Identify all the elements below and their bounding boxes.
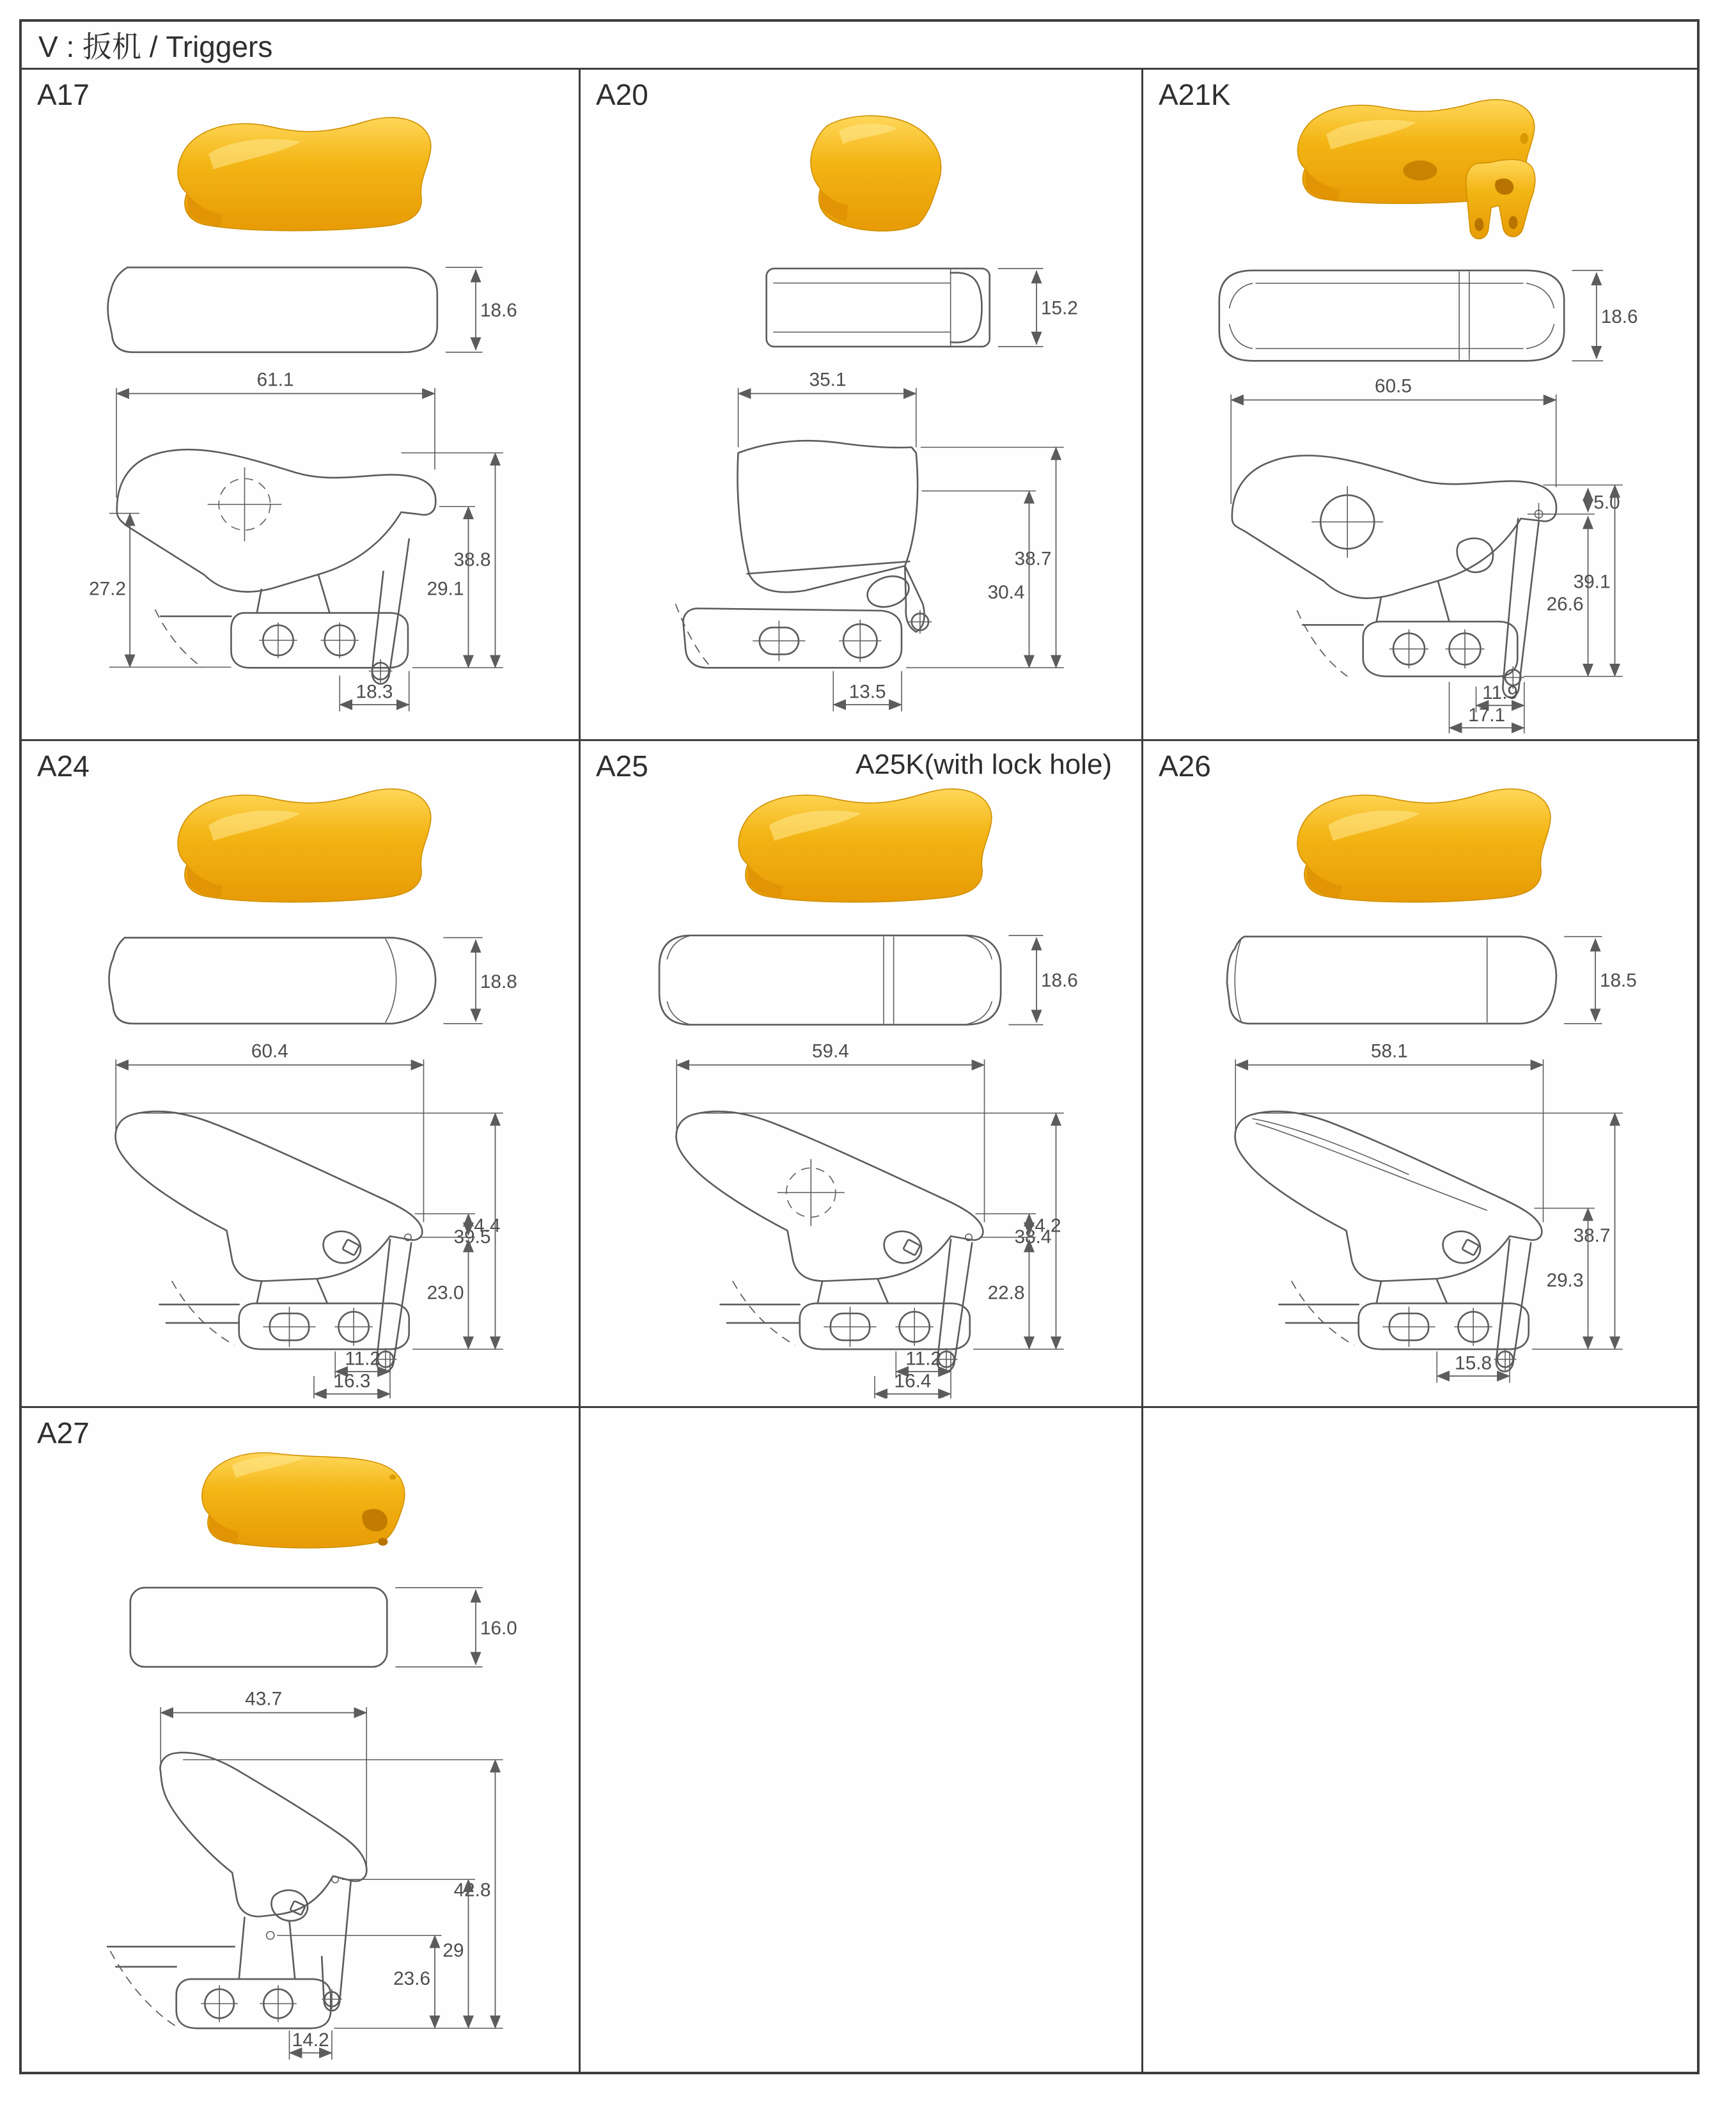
trigger-outline — [116, 450, 435, 684]
yellow-trigger-cover — [178, 118, 431, 231]
empty-cell — [1143, 1408, 1697, 2072]
dim-label: 11.9 — [1482, 682, 1518, 703]
dimension-drawing — [637, 1040, 1085, 1398]
bottom-dimension — [289, 2030, 332, 2060]
dim-label: 39.5 — [453, 1226, 491, 1248]
side-profile-drawing — [637, 918, 1085, 1040]
height-dimension — [445, 267, 517, 352]
section-header — [22, 22, 1697, 70]
side-profile-drawing — [77, 1565, 524, 1688]
height-dimension — [997, 269, 1077, 347]
trigger-outline — [1232, 455, 1556, 697]
profile-outline — [1227, 937, 1556, 1024]
side-profile-drawing — [77, 918, 524, 1040]
part-id-label: A24 — [37, 749, 90, 783]
dim-label: 4.2 — [1034, 1215, 1061, 1237]
dim-label: 58.1 — [1370, 1040, 1408, 1062]
part-cell-a25 — [581, 741, 1143, 1408]
trigger-outline — [115, 1111, 422, 1372]
part-variant-label: A25K(with lock hole) — [856, 749, 1113, 780]
trigger-3d-render — [1270, 82, 1570, 253]
dim-label: 18.8 — [480, 971, 517, 992]
trigger-outline — [107, 1753, 366, 2028]
width-dimension — [160, 1688, 366, 1865]
trigger-outline — [675, 441, 932, 668]
dimension-drawing — [1196, 375, 1644, 733]
part-cell-a20 — [581, 70, 1143, 741]
dim-label: 43.7 — [244, 1688, 282, 1710]
right-dimensions — [1524, 485, 1623, 677]
height-dimension — [1008, 935, 1077, 1025]
dim-label: 18.6 — [480, 299, 517, 321]
part-id-label: A26 — [1159, 749, 1211, 783]
dim-label: 18.6 — [1600, 306, 1638, 327]
yellow-trigger-cover — [1297, 100, 1535, 239]
trigger-3d-render — [708, 764, 1015, 918]
dim-label: 61.1 — [256, 369, 294, 391]
dimension-drawing — [77, 1040, 524, 1398]
dimension-drawing — [77, 369, 524, 727]
trigger-3d-render — [153, 1418, 448, 1565]
dim-label: 23.6 — [393, 1968, 430, 1989]
dim-label: 29.1 — [426, 578, 464, 600]
part-cell-a27 — [22, 1408, 581, 2072]
dim-label: 18.6 — [1040, 970, 1078, 992]
height-dimension — [1564, 937, 1637, 1024]
dim-label: 23.0 — [426, 1282, 464, 1304]
dim-label: 18.5 — [1600, 970, 1637, 992]
height-dimension — [443, 937, 517, 1023]
trigger-3d-render — [147, 764, 454, 918]
dim-label: 22.8 — [987, 1282, 1024, 1304]
side-profile-drawing — [1196, 918, 1644, 1040]
trigger-3d-render — [1267, 764, 1574, 918]
yellow-trigger-cover — [739, 789, 992, 902]
dim-label: 11.2 — [905, 1348, 941, 1370]
dim-label: 27.2 — [88, 578, 126, 600]
dim-label: 35.1 — [809, 369, 846, 391]
profile-outline — [107, 267, 437, 352]
dimension-drawing — [77, 1688, 524, 2069]
width-dimension — [676, 1040, 984, 1222]
width-dimension — [738, 369, 916, 447]
part-cell-a21k — [1143, 70, 1697, 741]
dim-label: 42.8 — [453, 1879, 491, 1901]
profile-outline — [109, 937, 435, 1023]
bottom-dimensions — [875, 1349, 951, 1399]
dim-label: 60.5 — [1375, 375, 1412, 397]
dim-label: 59.4 — [811, 1040, 849, 1062]
dim-label: 13.5 — [848, 681, 886, 703]
right-dimensions — [401, 453, 503, 668]
profile-outline — [766, 269, 989, 347]
width-dimension — [116, 369, 435, 497]
parts-grid — [22, 70, 1697, 2072]
bottom-dimensions — [314, 1349, 390, 1399]
dim-label: 15.8 — [1455, 1352, 1492, 1374]
dim-label: 4.4 — [473, 1215, 501, 1237]
dim-label: 5.0 — [1593, 492, 1620, 513]
dim-label: 16.4 — [894, 1370, 931, 1392]
part-cell-a24 — [22, 741, 581, 1408]
yellow-trigger-cover — [178, 789, 431, 902]
trigger-3d-render — [708, 93, 1015, 246]
dim-label: 38.7 — [1014, 548, 1051, 570]
right-dimensions — [699, 1113, 1064, 1349]
part-id-label: A20 — [596, 78, 648, 111]
dim-label: 30.4 — [987, 581, 1024, 603]
height-dimension — [395, 1588, 517, 1667]
profile-outline — [1219, 270, 1564, 361]
dim-label: 60.4 — [251, 1040, 288, 1062]
dim-label: 14.2 — [292, 2030, 329, 2051]
bottom-dimension — [833, 671, 902, 712]
yellow-trigger-cover — [1297, 789, 1551, 902]
parts-catalog-table — [19, 19, 1700, 2074]
dimension-drawing — [637, 369, 1085, 727]
dim-label: 16.0 — [480, 1618, 517, 1639]
dim-label: 38.7 — [1573, 1225, 1611, 1246]
right-dimensions — [906, 448, 1064, 668]
dim-label: 38.4 — [1014, 1226, 1051, 1248]
trigger-outline — [1235, 1111, 1542, 1372]
dim-label: 17.1 — [1468, 704, 1506, 726]
empty-cell — [581, 1408, 1143, 2072]
part-cell-a26 — [1143, 741, 1697, 1408]
dim-label: 26.6 — [1546, 593, 1584, 615]
trigger-3d-render — [147, 93, 454, 246]
right-dimensions — [183, 1760, 503, 2028]
side-profile-drawing — [637, 246, 1085, 369]
width-dimension — [116, 1040, 423, 1222]
dim-label: 39.1 — [1573, 571, 1611, 593]
right-dimensions — [138, 1113, 503, 1349]
section-title: V : 扳机 / Triggers — [38, 30, 273, 63]
dim-label: 15.2 — [1040, 297, 1078, 319]
part-cell-a17 — [22, 70, 581, 741]
part-id-label: A25 — [596, 749, 648, 783]
dim-label: 38.8 — [453, 549, 491, 570]
left-height-dimension — [89, 513, 231, 668]
part-id-label: A21K — [1159, 78, 1231, 111]
dim-label: 16.3 — [333, 1370, 370, 1392]
yellow-trigger-cover — [201, 1453, 404, 1548]
part-id-label: A27 — [37, 1416, 90, 1450]
trigger-outline — [676, 1111, 983, 1372]
height-dimension — [1572, 270, 1638, 361]
side-profile-drawing — [77, 246, 524, 369]
profile-outline — [130, 1588, 386, 1667]
dim-label: 18.3 — [356, 681, 393, 703]
width-dimension — [1231, 375, 1556, 504]
dim-label: 29 — [442, 1940, 464, 1961]
dim-label: 11.2 — [344, 1348, 380, 1370]
yellow-trigger-cover — [810, 116, 941, 231]
part-id-label: A17 — [37, 78, 90, 111]
side-profile-drawing — [1196, 253, 1644, 375]
bottom-dimensions — [1450, 682, 1524, 734]
right-dimensions — [1258, 1113, 1623, 1349]
profile-outline — [659, 935, 1001, 1025]
dimension-drawing — [1196, 1040, 1644, 1398]
dim-label: 29.3 — [1546, 1270, 1584, 1291]
